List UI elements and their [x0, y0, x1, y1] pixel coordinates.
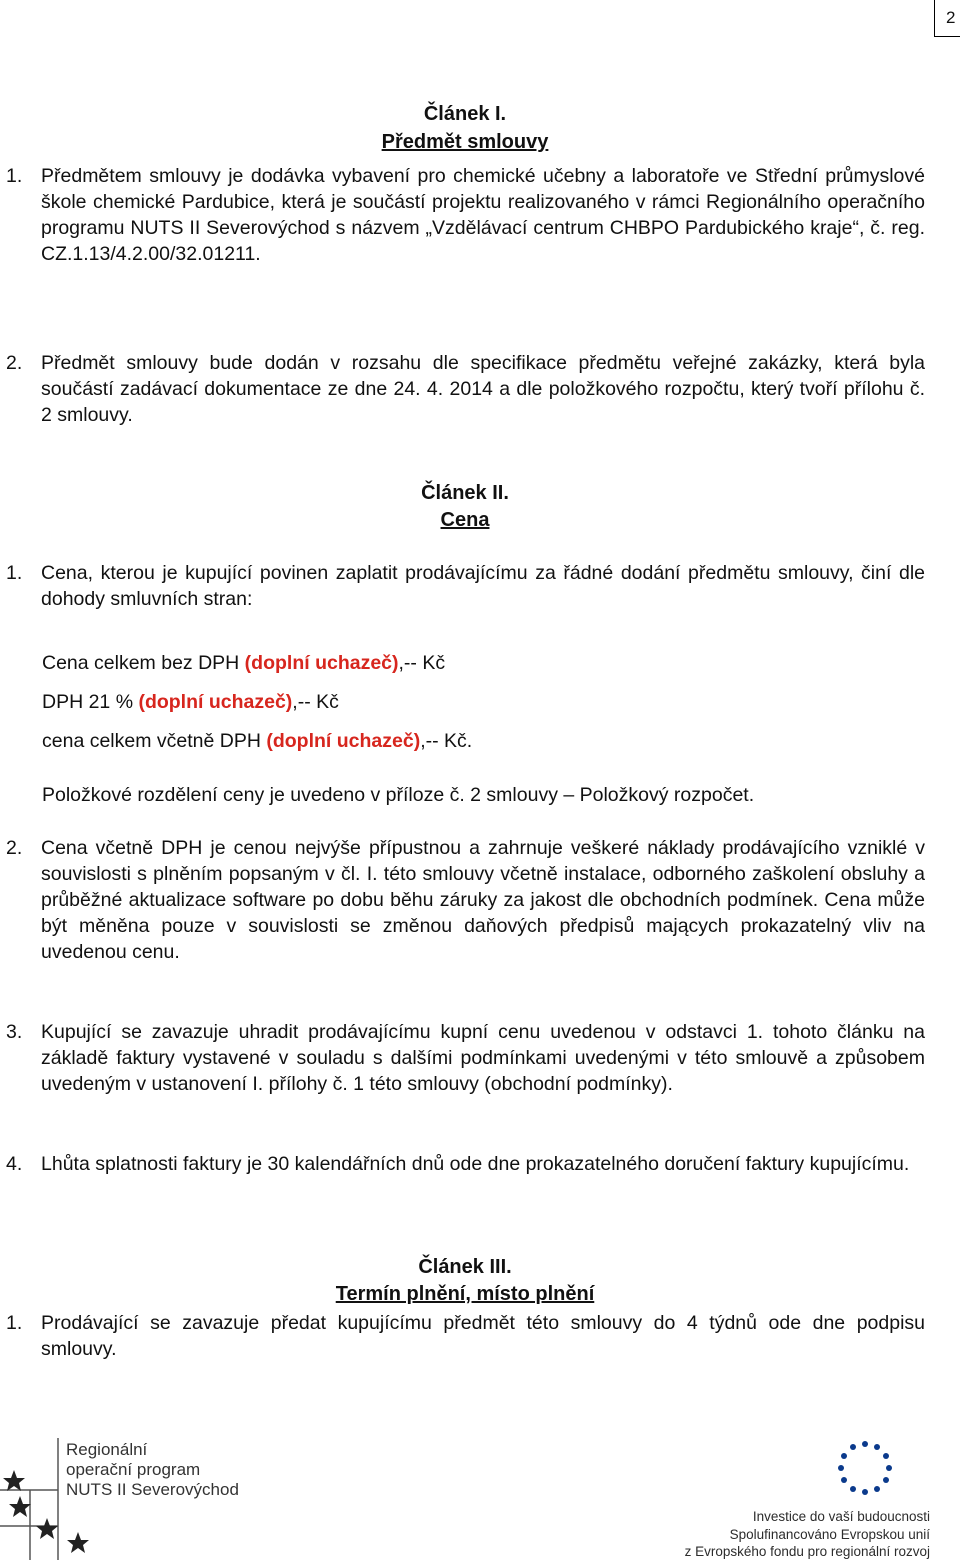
page-number: 2 [946, 8, 956, 27]
article2-subtitle: Cena [440, 509, 490, 531]
article3-item1-text: Prodávající se zavazuje předat kupujícímu předmět této smlouvy do 4 týdnů ode dne podpisu smlouvy. [41, 1312, 925, 1360]
article2-item4-number: 4. [6, 1153, 23, 1175]
fill-in-placeholder: (doplní uchazeč) [138, 691, 293, 713]
fill-in-placeholder: (doplní uchazeč) [266, 730, 421, 752]
article2-title: Článek II. [421, 482, 509, 504]
rop-logo-text: Regionální operační program NUTS II Severovýchod [66, 1440, 239, 1499]
eu-logo-text: Investice do vaší budoucnosti Spolufinancováno Evropskou unií z Evropského fondu pro regionální rozvoj [684, 1509, 930, 1559]
article2-item1-text: Cena, kterou je kupující povinen zaplatit prodávajícímu za řádné dodání předmětu smlouvy, činí dle dohody smluvních stran: [41, 562, 925, 610]
price-line-without-vat: Cena celkem bez DPH (doplní uchazeč),-- Kč [42, 652, 446, 674]
article1-subtitle: Předmět smlouvy [381, 131, 549, 153]
article2-item3-text: Kupující se zavazuje uhradit prodávajícímu kupní cenu uvedenou v odstavci 1. tohoto článku na základě faktury vystavené v souladu s dalšími podmínkami uvedenými v této smlouvě a způsobem uvedeným v ustanovení I. přílohy č. 1 této smlouvy (obchodní podmínky). [41, 1021, 925, 1095]
article3-item1-number: 1. [6, 1312, 23, 1334]
article1-item1-text: Předmětem smlouvy je dodávka vybavení pro chemické učebny a laboratoře ve Střední průmyslové škole chemické Pardubice, která je součástí projektu realizovaného v rámci Regionálního operačního programu NUTS II Severovýchod s názvem „Vzdělávací centrum CHBPO Pardubického kraje“, č. reg. CZ.1.13/4.2.00/32.01211. [41, 165, 925, 265]
article1-item2-number: 2. [6, 352, 23, 374]
article1-item1-number: 1. [6, 165, 23, 187]
article2-item1-number: 1. [6, 562, 23, 584]
article1-title: Článek I. [423, 103, 507, 125]
fill-in-placeholder: (doplní uchazeč) [244, 652, 399, 674]
eu-flag-icon [830, 1438, 900, 1498]
article2-item4-text: Lhůta splatnosti faktury je 30 kalendářních dnů ode dne prokazatelného doručení faktury kupujícímu. [41, 1153, 910, 1175]
article3-subtitle: Termín plnění, místo plnění [335, 1283, 595, 1305]
article3-title: Článek III. [418, 1256, 512, 1278]
price-line-with-vat: cena celkem včetně DPH (doplní uchazeč),-- Kč. [42, 730, 473, 752]
article2-item3-number: 3. [6, 1021, 23, 1043]
price-breakdown-note: Položkové rozdělení ceny je uvedeno v příloze č. 2 smlouvy – Položkový rozpočet. [42, 784, 755, 806]
article2-item2-text: Cena včetně DPH je cenou nejvýše přípustnou a zahrnuje veškeré náklady prodávajícího vzniklé v souvislosti s plněním popsaným v čl. I. této smlouvy včetně instalace, odborného zaškolení obsluhy a průběžné aktualizace software po dobu běhu záruky za jakost dle obchodních podmínek. Cena může být měněna pouze v souvislosti se změnou daňových předpisů mających prokazatelný vliv na uvedenou cenu. [41, 837, 925, 963]
article2-item2-number: 2. [6, 837, 23, 859]
price-line-vat: DPH 21 % (doplní uchazeč),-- Kč [42, 691, 339, 713]
article1-item2-text: Předmět smlouvy bude dodán v rozsahu dle specifikace předmětu veřejné zakázky, která byla součástí zadávací dokumentace ze dne 24. 4. 2014 a dle položkového rozpočtu, který tvoří přílohu č. 2 smlouvy. [41, 352, 925, 426]
